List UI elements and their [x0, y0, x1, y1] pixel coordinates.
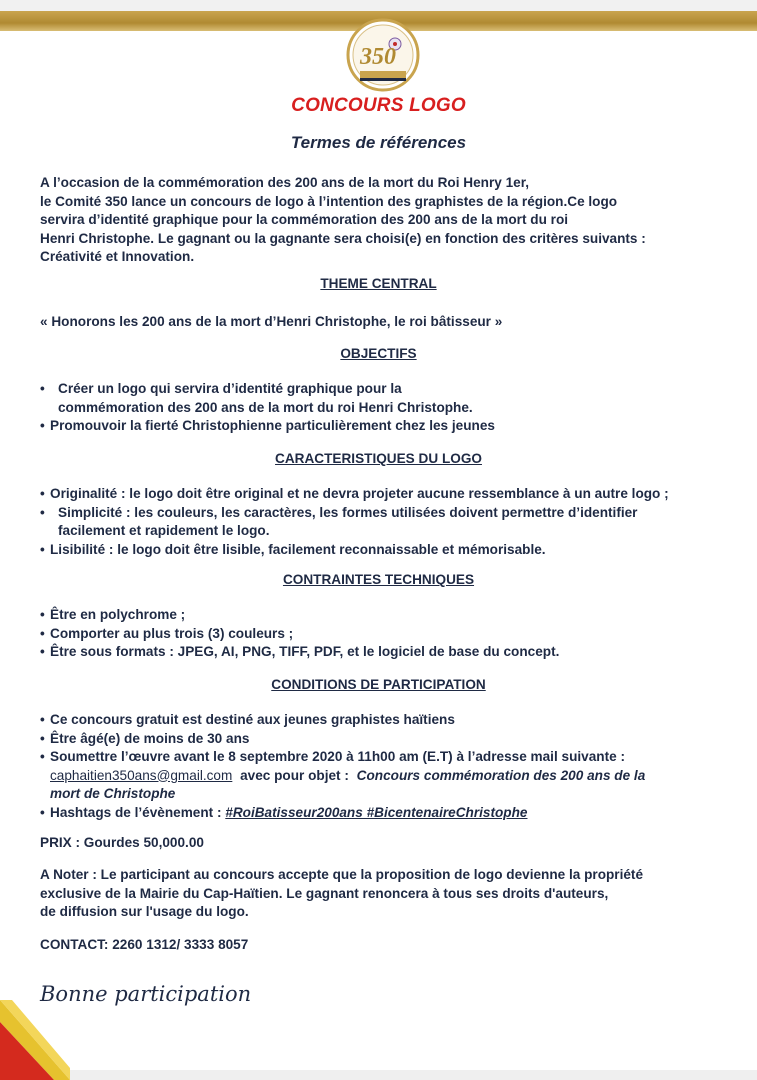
- heading-caracteristiques: CARACTERISTIQUES DU LOGO: [275, 451, 482, 466]
- note-line: A Noter : Le participant au concours accepte que la proposition de logo devienne la propriété: [40, 867, 644, 882]
- hashtags: #RoiBatisseur200ans #BicentenaireChristophe: [225, 804, 528, 820]
- list-item-text: • Simplicité : les couleurs, les caractères, les formes utilisées doivent permettre d’identifier: [58, 504, 638, 520]
- list-item: [40, 485, 740, 504]
- list-item: [40, 380, 740, 417]
- list-item-text: • Créer un logo qui servira d’identité graphique pour la: [58, 381, 402, 396]
- heading-theme: THEME CENTRAL: [320, 276, 437, 291]
- object-value-cont: mort de Christophe: [50, 786, 176, 801]
- heading-conditions: CONDITIONS DE PARTICIPATION: [271, 677, 486, 692]
- signoff-text: Bonne participation: [40, 982, 252, 1006]
- list-item: [40, 417, 740, 436]
- contraintes-list: [40, 606, 740, 662]
- theme-text: « Honorons les 200 ans de la mort d’Henri Christophe, le roi bâtisseur »: [40, 314, 503, 329]
- list-item: • Ce concours gratuit est destiné aux jeunes graphistes haïtiens: [40, 711, 740, 730]
- list-item-text: commémoration des 200 ans de la mort du roi Henri Christophe.: [58, 399, 473, 415]
- list-item-text: • Originalité : le logo doit être original et ne devra projeter aucune ressemblance à un autre logo ;: [50, 486, 669, 501]
- contact-text: CONTACT: 2260 1312/ 3333 8057: [40, 937, 249, 952]
- submission-line: [50, 767, 740, 786]
- object-value: Concours commémoration des 200 ans de la: [356, 767, 646, 783]
- list-item: • Être sous formats : JPEG, AI, PNG, TIFF, PDF, et le logiciel de base du concept.: [40, 643, 740, 662]
- intro-line: Henri Christophe. Le gagnant ou la gagnante sera choisi(e) en fonction des critères suivants :: [40, 230, 646, 246]
- object-label: avec pour objet :: [240, 767, 349, 783]
- list-item-text: • Promouvoir la fierté Christophienne particulièrement chez les jeunes: [50, 418, 495, 433]
- note-line: exclusive de la Mairie du Cap-Haïtien. Le gagnant renoncera à tous ses droits d'auteurs,: [40, 885, 609, 901]
- list-item: [40, 541, 740, 560]
- logo-text: 350: [360, 44, 396, 70]
- logo-emblem: [344, 18, 422, 92]
- list-item-text: facilement et rapidement le logo.: [58, 523, 270, 538]
- comite-350-logo: [344, 18, 422, 92]
- intro-line: Créativité et Innovation.: [40, 249, 195, 264]
- prize-text: PRIX : Gourdes 50,000.00: [40, 835, 204, 850]
- note-line: de diffusion sur l'usage du logo.: [40, 904, 249, 919]
- intro-paragraph: [40, 174, 730, 267]
- list-item-text: • Lisibilité : le logo doit être lisible, facilement reconnaissable et mémorisable.: [50, 541, 546, 557]
- list-item: • Comporter au plus trois (3) couleurs ;: [40, 625, 740, 644]
- list-item: • Être en polychrome ;: [40, 606, 740, 625]
- list-item: • Être âgé(e) de moins de 30 ans: [40, 730, 740, 749]
- intro-line: le Comité 350 lance un concours de logo à l’intention des graphistes de la région.Ce logo: [40, 193, 618, 209]
- page-title: CONCOURS LOGO: [291, 95, 466, 116]
- list-item: [40, 804, 740, 823]
- conditions-list: [40, 711, 740, 822]
- bottom-strip: [0, 1070, 757, 1080]
- corner-decoration: [0, 1000, 70, 1080]
- list-item: [40, 504, 740, 541]
- heading-contraintes: CONTRAINTES TECHNIQUES: [282, 572, 475, 587]
- email-link[interactable]: caphaitien350ans@gmail.com: [50, 767, 233, 783]
- heading-objectifs: OBJECTIFS: [340, 346, 417, 361]
- page-subtitle: Termes de références: [290, 133, 467, 152]
- list-item-text: • Soumettre l’œuvre avant le 8 septembre 2020 à 11h00 am (E.T) à l’adresse mail suivante :: [50, 749, 625, 764]
- intro-line: servira d’identité graphique pour la commémoration des 200 ans de la mort du roi: [40, 212, 569, 227]
- caracteristiques-list: [40, 485, 740, 559]
- intro-line: A l’occasion de la commémoration des 200 ans de la mort du Roi Henry 1er,: [40, 175, 530, 190]
- note-paragraph: [40, 866, 740, 922]
- list-item: [40, 748, 740, 804]
- hashtag-label: Hashtags de l’évènement :: [50, 804, 222, 820]
- objectifs-list: [40, 380, 740, 436]
